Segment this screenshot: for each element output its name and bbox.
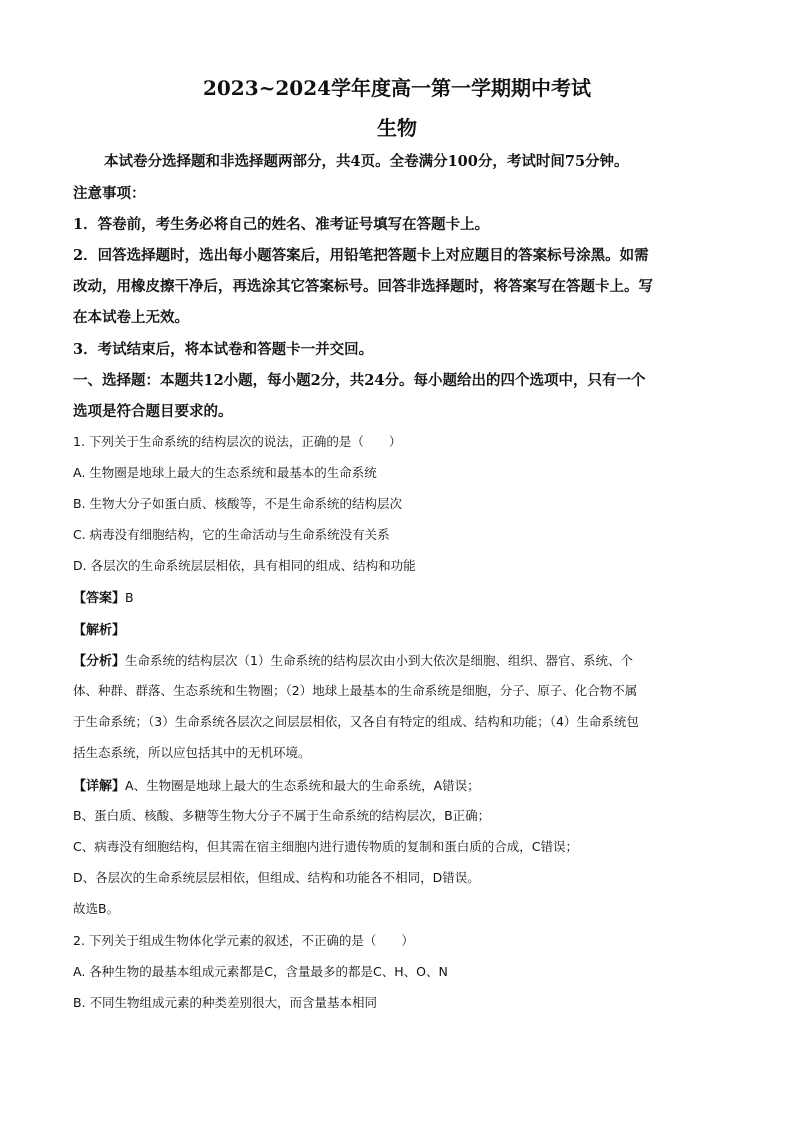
detail-line-1 [73,775,723,794]
question-2-option-b: B. 不同生物组成元素的种类差别很大，而含量基本相同 [73,995,378,1010]
section-heading-line-2: 选项是符合题目要求的。 [73,403,233,420]
fenxi-line-3: 于生命系统；（3）生命系统各层次之间层层相依，又各自有特定的组成、结构和功能；（4）生命系统包 [73,714,639,729]
answer-row [73,587,723,606]
subject-title: 生物 [377,116,417,140]
notice-item-1: 1．答卷前，考生务必将自己的姓名、准考证号填写在答题卡上。 [73,216,490,233]
notice-item-2-line-3: 在本试卷上无效。 [73,309,189,326]
detail-line-2: B、蛋白质、核酸、多糖等生物大分子不属于生命系统的结构层次，B正确； [73,808,491,823]
detail-line-4: D、各层次的生命系统层层相依，但组成、结构和功能各不相同，D错误。 [73,870,480,885]
detail-tag: 【详解】 [73,779,126,794]
detail-line-3: C、病毒没有细胞结构，但其需在宿主细胞内进行遗传物质的复制和蛋白质的合成，C错误； [73,839,578,854]
notice-item-3: 3．考试结束后，将本试卷和答题卡一并交回。 [73,341,374,358]
question-1-option-d: D. 各层次的生命系统层层相依，具有相同的组成、结构和功能 [73,558,416,573]
fenxi-tag: 【分析】 [73,654,126,669]
question-2-stem: 2. 下列关于组成生物体化学元素的叙述，不正确的是（ ） [73,933,414,948]
detail-text-1: A、生物圈是地球上最大的生态系统和最大的生命系统，A错误； [125,778,480,793]
notice-label: 注意事项： [73,185,146,202]
exam-title: 2023~2024学年度高一第一学期期中考试 [202,76,592,100]
analysis-row [73,619,723,638]
notice-item-2-line-1: 2．回答选择题时，选出每小题答案后，用铅笔把答题卡上对应题目的答案标号涂黑。如需 [73,247,649,264]
question-1-option-b: B. 生物大分子如蛋白质、核酸等，不是生命系统的结构层次 [73,496,403,511]
answer-tag: 【答案】 [73,591,126,606]
conclusion: 故选B。 [73,901,120,916]
exam-intro: 本试卷分选择题和非选择题两部分，共4页。全卷满分100分，考试时间75分钟。 [104,153,629,170]
fenxi-line-2: 体、种群、群落、生态系统和生物圈；（2）地球上最基本的生命系统是细胞，分子、原子、化合物不属 [73,683,638,698]
fenxi-text-1: 生命系统的结构层次（1）生命系统的结构层次由小到大依次是细胞、组织、器官、系统、个 [125,653,633,668]
question-1-stem: 1. 下列关于生命系统的结构层次的说法，正确的是（ ） [73,434,402,449]
question-2-option-a: A. 各种生物的最基本组成元素都是C，含量最多的都是C、H、O、N [73,964,448,979]
section-heading-line-1: 一、选择题：本题共12小题，每小题2分，共24分。每小题给出的四个选项中，只有一个 [73,372,646,389]
answer-value: B [125,590,134,605]
notice-item-2-line-2: 改动，用橡皮擦干净后，再选涂其它答案标号。回答非选择题时，将答案写在答题卡上。写 [73,278,653,295]
question-1-option-a: A. 生物圈是地球上最大的生态系统和最基本的生命系统 [73,465,377,480]
fenxi-line-1 [73,650,723,669]
question-1-option-c: C. 病毒没有细胞结构，它的生命活动与生命系统没有关系 [73,527,390,542]
analysis-tag: 【解析】 [73,623,126,638]
fenxi-line-4: 括生态系统，所以应包括其中的无机环境。 [73,745,311,760]
